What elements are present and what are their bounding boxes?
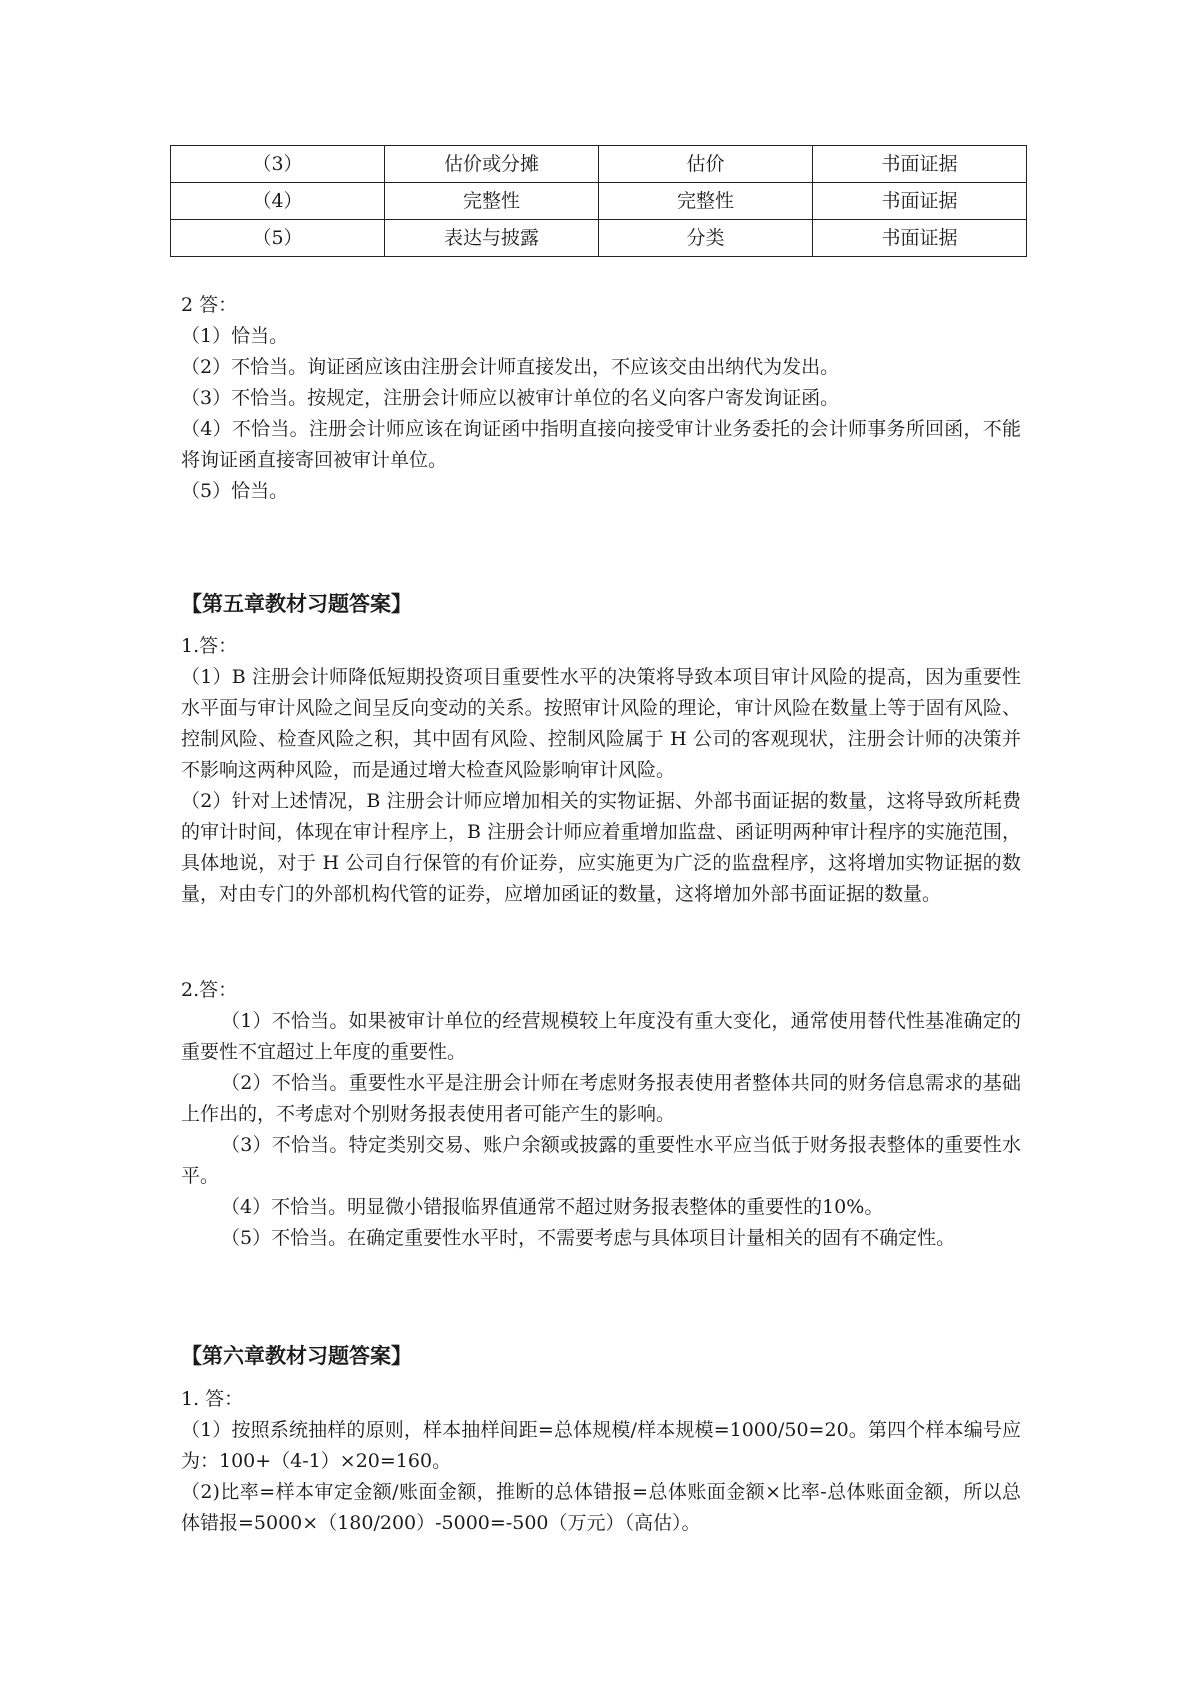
table-row <box>171 183 1027 220</box>
answer-item: （4）不恰当。注册会计师应该在询证函中指明直接向接受审计业务委托的会计师事务所回函，不能将询证函直接寄回被审计单位。 <box>181 418 1021 471</box>
answer-item: （5）不恰当。在确定重要性水平时，不需要考虑与具体项目计量相关的固有不确定性。 <box>221 1227 956 1249</box>
answer-label: 1. 答： <box>181 1388 244 1410</box>
answer-item: （1）按照系统抽样的原则，样本抽样间距=总体规模/样本规模=1000/50=20。第四个样本编号应为：100+（4-1）×20=160。 <box>181 1419 1021 1472</box>
table-cell: 书面证据 <box>813 146 1027 183</box>
chapter5-q2-answer <box>181 975 1021 1254</box>
answer-label: 2.答： <box>181 979 238 1001</box>
table-cell: （4） <box>171 183 385 220</box>
chapter5-heading: 【第五章教材习题答案】 <box>181 592 412 616</box>
answer-item: （2）针对上述情况，B 注册会计师应增加相关的实物证据、外部书面证据的数量，这将导致所耗费的审计时间，体现在审计程序上，B 注册会计师应着重增加监盘、函证明两种审计程序的实施范围，具体地说，对于 H 公司自行保管的有价证券，应实施更为广泛的监盘程序，这将增加实物证据的数量，对由专门的外部机构代管的证券，应增加函证的数量，这将增加外部书面证据的数量。 <box>181 790 1021 905</box>
table-cell: （5） <box>171 220 385 257</box>
chapter5-q1-answer <box>181 631 1021 910</box>
chapter4-q2-answer <box>181 290 1021 507</box>
answer-item: （2）不恰当。询证函应该由注册会计师直接发出，不应该交由出纳代为发出。 <box>181 356 840 378</box>
answer-item: （2）不恰当。重要性水平是注册会计师在考虑财务报表使用者整体共同的财务信息需求的基础上作出的，不考虑对个别财务报表使用者可能产生的影响。 <box>181 1072 1021 1125</box>
table-cell: 分类 <box>599 220 813 257</box>
table-cell: 估价或分摊 <box>385 146 599 183</box>
table-cell: （3） <box>171 146 385 183</box>
table-row <box>171 220 1027 257</box>
assertion-evidence-table <box>170 145 1027 257</box>
answer-item: （3）不恰当。按规定，注册会计师应以被审计单位的名义向客户寄发询证函。 <box>181 387 840 409</box>
table-row <box>171 146 1027 183</box>
answer-label: 1.答： <box>181 635 238 657</box>
chapter6-q1-answer <box>181 1384 1021 1539</box>
answer-item: （3）不恰当。特定类别交易、账户余额或披露的重要性水平应当低于财务报表整体的重要性水平。 <box>181 1134 1021 1187</box>
table-cell: 书面证据 <box>813 183 1027 220</box>
answer-item: （5）恰当。 <box>181 480 289 502</box>
answer-item: （4）不恰当。明显微小错报临界值通常不超过财务报表整体的重要性的10%。 <box>221 1196 884 1218</box>
chapter6-heading: 【第六章教材习题答案】 <box>181 1344 412 1368</box>
answer-item: （1）B 注册会计师降低短期投资项目重要性水平的决策将导致本项目审计风险的提高，因为重要性水平面与审计风险之间呈反向变动的关系。按照审计风险的理论，审计风险在数量上等于固有风险、控制风险、检查风险之积，其中固有风险、控制风险属于 H 公司的客观现状，注册会计师的决策并不影响这两种风险，而是通过增大检查风险影响审计风险。 <box>181 666 1021 781</box>
table-cell: 表达与披露 <box>385 220 599 257</box>
table-cell: 估价 <box>599 146 813 183</box>
answer-item: （1）恰当。 <box>181 325 289 347</box>
table-cell: 完整性 <box>599 183 813 220</box>
answer-item: （2)比率=样本审定金额/账面金额，推断的总体错报=总体账面金额×比率-总体账面金额，所以总体错报=5000×（180/200）-5000=-500（万元）（高估）。 <box>181 1481 1021 1534</box>
table-cell: 完整性 <box>385 183 599 220</box>
answer-label: 2 答： <box>181 294 238 316</box>
answer-item: （1）不恰当。如果被审计单位的经营规模较上年度没有重大变化，通常使用替代性基准确定的重要性不宜超过上年度的重要性。 <box>181 1010 1021 1063</box>
table-cell: 书面证据 <box>813 220 1027 257</box>
